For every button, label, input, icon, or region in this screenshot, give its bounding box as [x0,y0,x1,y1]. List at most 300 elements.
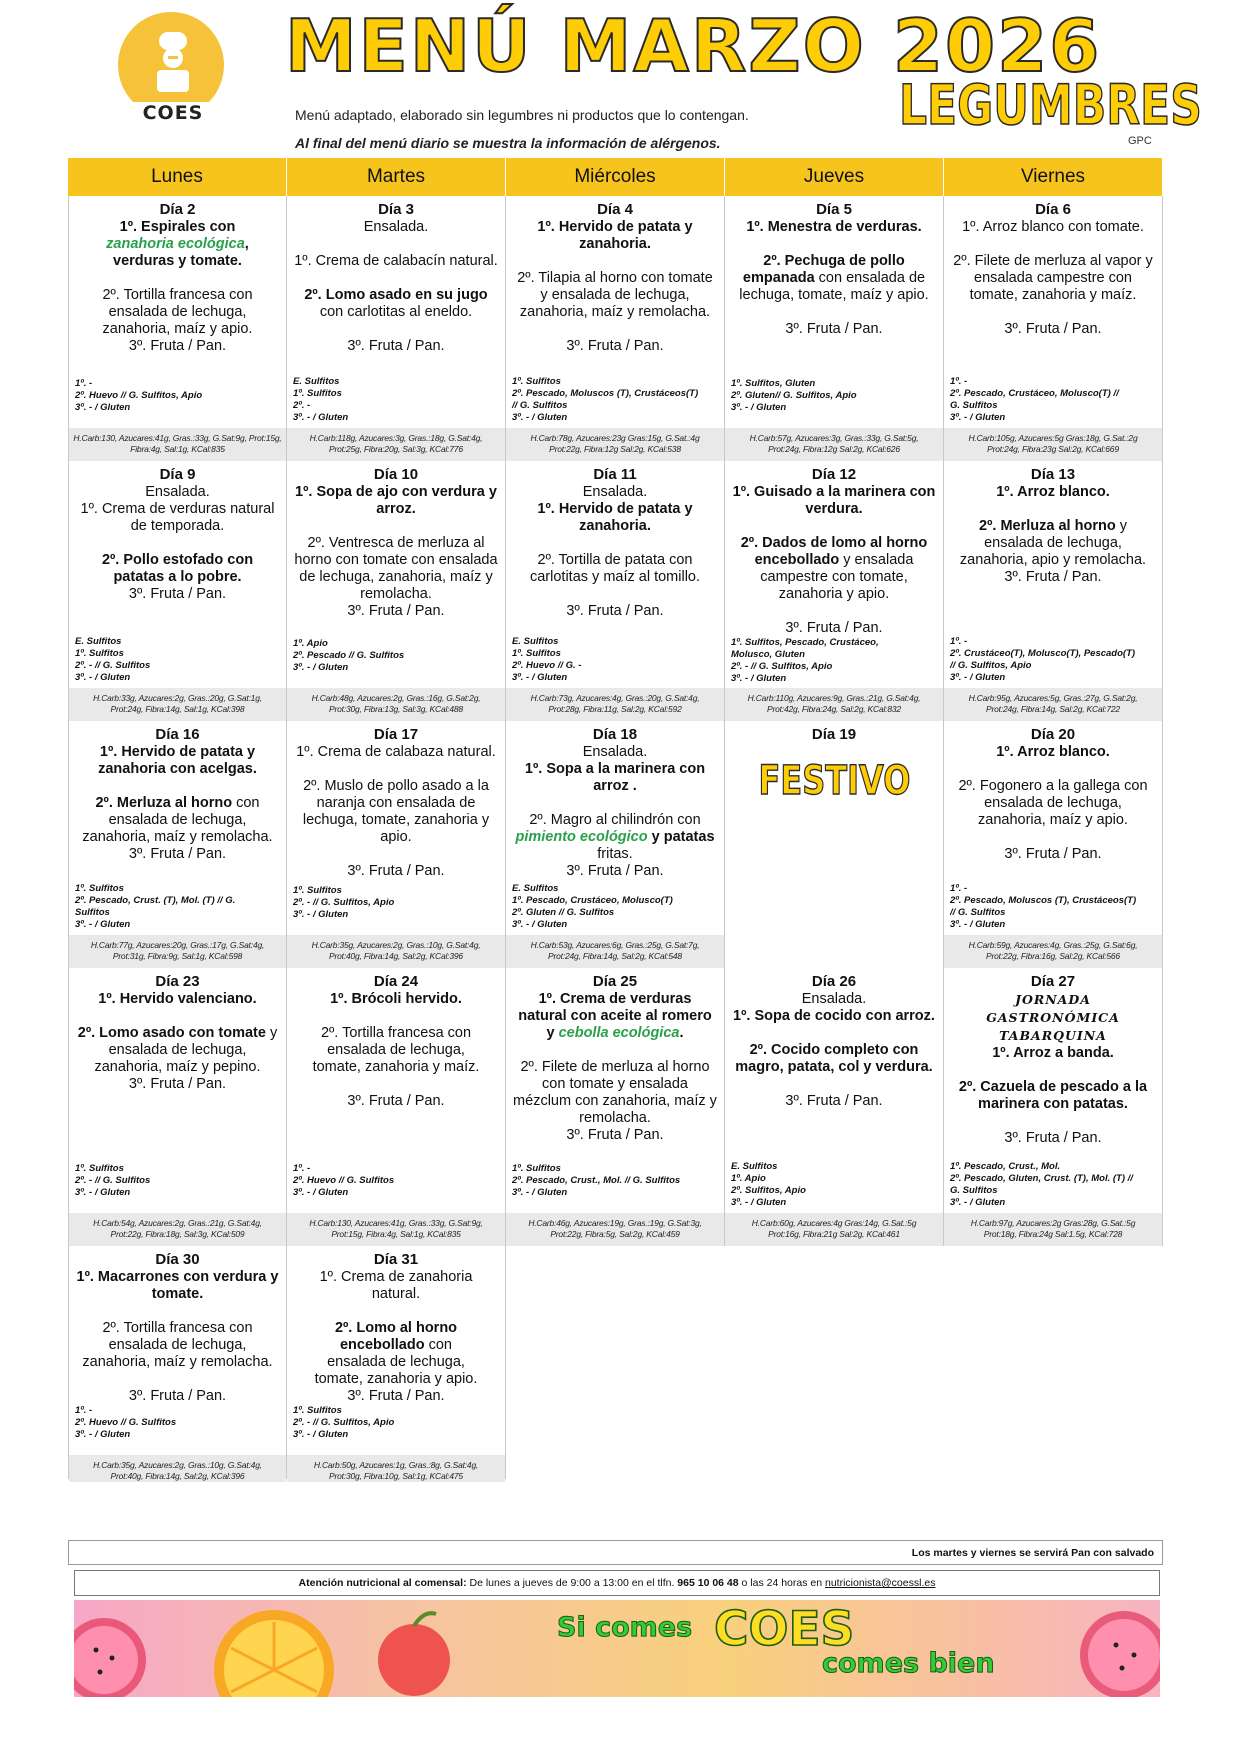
menu-line: 3º. Fruta / Pan. [566,603,664,619]
line-spacer [510,586,720,603]
menu-line: 3º. Fruta / Pan. [347,1093,445,1109]
day-cell [725,196,944,461]
allergen-line: 2º. - // G. Sulfitos, Apio [293,1417,395,1428]
allergen-line: 2º. Pescado, Moluscos (T), Crustáceos(T) [950,895,1137,906]
nutrition-info [725,428,943,461]
allergen-line: // G. Sulfitos, Apio [950,660,1032,671]
line-spacer [948,1113,1158,1130]
menu-line: 2º. Muslo de pollo asado a la [303,778,489,794]
allergen-line: 1º. Sulfitos [512,1163,561,1174]
menu-line: 1º. Crema de zanahoria [319,1269,473,1285]
menu-line: tomate, zanahoria y maíz. [969,287,1137,303]
allergen-info [944,636,1162,688]
menu-text: y patatas [647,829,715,845]
menu-line: Ensalada. [145,484,210,500]
line-spacer [948,1062,1158,1079]
day-cell [725,968,944,1246]
week-row [68,968,1163,1246]
nutrition-line: Prot:31g, Fibra:9g, Sal:1g, KCal:598 [112,951,243,961]
menu-line: con carlotitas al eneldo. [319,304,473,320]
menu-line: 3º. Fruta / Pan. [785,620,883,636]
day-menu [287,968,505,1163]
nutrition-info [69,1455,286,1482]
menu-line: 1º. Hervido de patata y [99,744,256,760]
menu-line: 1º. Menestra de verduras. [746,219,922,235]
menu-line [729,270,939,287]
day-cell [506,968,725,1246]
menu-line: 3º. Fruta / Pan. [347,1388,445,1404]
line-spacer [948,236,1158,253]
nutrition-line: Prot:24g, Fibra:14g, Sal:2g, KCal:548 [548,951,682,961]
day-label: Día 24 [373,973,419,990]
menu-line: zanahoria, maíz y remolacha. [82,1354,273,1370]
allergen-info [725,378,943,428]
dish-name: encebollado [754,552,840,568]
allergen-line: 3º. - / Gluten [950,919,1006,930]
allergen-info [506,1163,724,1213]
day-cell [287,1246,506,1479]
allergen-line: 3º. - / Gluten [512,1187,568,1198]
eco-ingredient: pimiento ecológico [515,829,648,845]
day-menu [287,461,505,638]
allergen-line: 1º. Apio [731,1173,766,1184]
nutrition-line: Prot:24g, Fibra:12g Sal:2g, KCal:626 [768,444,900,454]
day-cell [68,968,287,1246]
allergen-line: 1º. Sulfitos [293,1405,342,1416]
day-menu [69,461,286,636]
dish-name: 2º. Merluza al horno [979,518,1116,534]
menu-line: 1º. Crema de calabaza natural. [296,744,496,760]
nutrition-line: Prot:22g, Fibra:12g Sal:2g, KCal:538 [549,444,681,454]
day-menu [725,461,943,637]
allergen-line: 2º. Pescado, Gluten, Crust. (T), Mol. (T) // [950,1173,1133,1184]
menu-line: natural con aceite al romero [518,1008,712,1024]
allergen-line: G. Sulfitos [950,400,998,411]
allergen-line: E. Sulfitos [731,1161,778,1172]
dish-detail: con [232,795,260,811]
menu-line: lechuga, tomate, maíz y apio. [739,287,929,303]
menu-line: zanahoria, apio y remolacha. [959,552,1147,568]
allergen-line: 1º. Sulfitos [512,376,561,387]
allergen-line: 2º. Huevo // G. Sulfitos [75,1417,177,1428]
nutrition-line: Prot:15g, Fibra:4g, Sal:1g, KCal:835 [331,1229,461,1239]
allergen-info [506,376,724,428]
nutrition-info [69,688,286,721]
allergen-line: 1º. Sulfitos [293,388,342,399]
menu-line: apio. [380,829,412,845]
allergen-line: 2º. Huevo // G. Sulfitos, Apio [75,390,203,401]
day-menu [725,196,943,378]
allergen-line: 2º. Pescado, Crustáceo, Molusco(T) // [950,388,1119,399]
line-spacer [948,501,1158,518]
empty-day-cell [725,1246,944,1479]
allergen-info [944,883,1162,935]
banner-slogan-start: Si comes [557,1612,693,1643]
allergen-line: 2º. Huevo // G. - [512,660,582,671]
nutrition-line: H.Carb:57g, Azucares:3g, Gras.:33g, G.Sat:5g, [749,433,919,443]
special-event-title: TABARQUINA [999,1028,1107,1043]
banner-brand: COES [714,1602,855,1657]
page-header [0,0,1241,160]
bread-note: Los martes y viernes se servirá Pan con salvado [68,1540,1163,1565]
menu-line: marinera con patatas. [978,1096,1128,1112]
allergen-line: 2º. - // G. Sulfitos [75,660,151,671]
menu-line: magro, patata, col y verdura. [735,1059,933,1075]
nutrition-line: Prot:40g, Fibra:14g, Sal:2g, KCal:396 [110,1471,245,1481]
nutrition-info [69,1213,286,1246]
menu-line: 2º. Filete de merluza al horno [520,1059,710,1075]
menu-line: 2º. Dados de lomo al horno [740,535,928,551]
page-title: MENÚ MARZO 2026 [285,4,1102,88]
menu-line: 3º. Fruta / Pan. [566,1127,664,1143]
menu-line: ensalada de lechuga, [108,304,247,320]
allergen-line: 2º. - // G. Sulfitos [75,1175,151,1186]
dish-name: 2º. Lomo asado con tomate [77,1025,266,1041]
menu-text: y [546,1025,559,1041]
nutrition-info [506,688,724,721]
nutrition-line: H.Carb:130, Azucares:41g, Gras.:33g, G.Sat:9g, Prot:15g, [73,433,282,443]
allergen-line: 3º. - / Gluten [731,673,787,684]
allergen-info [287,885,505,935]
nutrition-info [69,428,286,461]
day-label: Día 19 [811,726,857,743]
day-cell [725,721,944,968]
nutrition-line: H.Carb:33g, Azucares:2g, Gras.:20g, G.Sat:1g, [93,693,262,703]
day-menu [506,461,724,636]
line-spacer [729,603,939,620]
menu-line: 2º. Tilapia al horno con tomate [517,270,713,286]
dish-name: empanada [742,270,815,286]
menu-line: zanahoria y apio. [778,586,890,602]
line-spacer [73,1303,282,1320]
menu-line: 2º. Pollo estofado con [101,552,254,568]
contact-email-link[interactable]: nutricionista@coessl.es [825,1577,936,1589]
line-spacer [291,761,501,778]
line-spacer [729,304,939,321]
allergen-line: 1º. Sulfitos, Pescado, Crustáceo, [731,637,879,648]
menu-code: GPC [1128,135,1152,147]
allergen-info [944,376,1162,428]
menu-line: arroz . [593,778,637,794]
dish-detail: y [1115,518,1127,534]
menu-line: 2º. Cocido completo con [749,1042,919,1058]
menu-line: 2º. Pechuga de pollo [763,253,905,269]
menu-line: remolacha. [579,1110,651,1126]
menu-line: fritas. [597,846,633,862]
menu-line: 1º. Guisado a la marinera con [732,484,936,500]
menu-line: 3º. Fruta / Pan. [128,586,227,602]
allergen-line: 3º. - / Gluten [293,1187,349,1198]
menu-line: ensalada de lechuga, [327,1354,465,1370]
day-menu [944,196,1162,376]
menu-line: 2º. Magro al chilindrón con [529,812,701,828]
menu-line: ensalada de lechuga, [984,535,1122,551]
day-label: Día 9 [159,466,196,483]
day-cell [287,196,506,461]
allergen-line: 3º. - / Gluten [75,672,131,683]
allergen-line: 2º. - [293,400,311,411]
day-label: Día 31 [373,1251,419,1268]
day-label: Día 13 [1030,466,1076,483]
allergen-line: 1º. Sulfitos [75,883,124,894]
allergen-info [725,1161,943,1213]
day-label: Día 18 [592,726,638,743]
day-menu [725,968,943,1161]
holiday-label: FESTIVO [758,758,911,804]
page-subtitle: LEGUMBRES [899,73,1202,137]
nutrition-info [287,688,505,721]
menu-line: 1º. Arroz blanco. [996,484,1110,500]
nutrition-info [944,428,1162,461]
special-event-title: JORNADA GASTRONÓMICA [986,992,1120,1025]
day-menu [69,196,286,378]
menu-line [73,795,282,812]
nutrition-line: H.Carb:77g, Azucares:20g, Gras.:17g, G.Sat:4g, [90,940,265,950]
allergen-line: 1º. Sulfitos [512,648,561,659]
nutrition-line: Prot:25g, Fibra:20g, Sal:3g, KCal:776 [329,444,463,454]
week-row [68,461,1163,721]
allergen-info [69,636,286,688]
line-spacer [510,795,720,812]
nutrition-line: H.Carb:73g, Azucares:4g, Gras.:20g, G.Sat:4g, [530,693,700,703]
weekday-viernes: Viernes [944,158,1163,196]
allergen-line: 2º. - // G. Sulfitos, Apio [293,897,395,908]
menu-text: , [244,236,249,252]
day-menu [287,721,505,885]
allergen-line: E. Sulfitos [512,883,559,894]
day-menu [69,1246,286,1405]
line-spacer [291,236,501,253]
nutrition-line: H.Carb:118g, Azucares:3g, Gras.:18g, G.Sat:4g, [309,433,483,443]
day-label: Día 23 [155,973,200,990]
day-label: Día 2 [159,201,196,218]
allergen-line: 2º. Sulfitos, Apio [731,1185,806,1196]
menu-line: 3º. Fruta / Pan. [566,338,664,354]
menu-line: 2º. Lomo al horno [334,1320,458,1336]
day-menu [506,721,724,883]
dish-name: 2º. Merluza al horno [95,795,233,811]
allergen-info [287,1405,505,1455]
allergen-line: 2º. Pescado, Moluscos (T), Crustáceos(T) [512,388,699,399]
allergen-line: 3º. - / Gluten [293,412,349,423]
menu-line: 3º. Fruta / Pan. [347,603,445,619]
menu-line: ensalada de lechuga, [108,1042,247,1058]
line-spacer [291,1303,501,1320]
menu-line: 3º. Fruta / Pan. [347,338,445,354]
nutrition-line: Prot:24g, Fibra:14g, Sal:1g, KCal:398 [110,704,245,714]
allergen-info [69,1163,286,1213]
menu-line: zanahoria. [579,236,651,252]
chef-figure-icon [151,30,195,94]
menu-line: verdura. [805,501,863,517]
coes-logo [118,12,228,122]
menu-line: ensalada de lechuga, [108,1337,247,1353]
week-row [68,721,1163,968]
allergen-line: 1º. Sulfitos [293,885,342,896]
allergen-line: // G. Sulfitos [950,907,1006,918]
nutrition-line: H.Carb:46g, Azucares:19g, Gras.:19g, G.Sat:3g, [528,1218,702,1228]
nutrition-line: Prot:24g, Fibra:14g, Sal:2g, KCal:722 [986,704,1120,714]
day-cell [68,196,287,461]
menu-line: natural. [371,1286,421,1302]
logo-text: COES [130,102,216,124]
menu-line: campestre con tomate, [760,569,908,585]
menu-line-eco [73,236,282,253]
day-cell [506,196,725,461]
nutrition-info [944,1213,1162,1246]
day-cell [944,461,1163,721]
nutrition-line: Prot:22g, Fibra:5g, Sal:2g, KCal:459 [550,1229,680,1239]
day-menu [506,968,724,1163]
day-label: Día 5 [816,201,852,218]
menu-line: zanahoria, maíz y apio. [978,812,1128,828]
menu-line: 3º. Fruta / Pan. [1004,321,1102,337]
line-spacer [291,1008,501,1025]
allergen-line: 1º. Pescado, Crustáceo, Molusco(T) [512,895,673,906]
dish-detail: con ensalada de [814,270,926,286]
allergen-line: 3º. - / Gluten [293,662,349,673]
menu-line: de lechuga, zanahoria, maíz y [299,569,493,585]
allergen-line: 3º. - / Gluten [950,672,1006,683]
dish-detail: y [265,1025,278,1041]
menu-line [291,1337,501,1354]
dish-detail: con [424,1337,453,1353]
day-label: Día 30 [155,1251,200,1268]
allergen-line: 2º. Gluten // G. Sulfitos [512,907,615,918]
allergen-line: 3º. - / Gluten [75,402,131,413]
menu-line: naranja con ensalada de [316,795,476,811]
empty-day-cell [944,1246,1163,1479]
menu-line: 1º. Arroz a banda. [992,1045,1114,1061]
weeks-container [68,196,1163,1479]
allergen-line: 3º. - / Gluten [75,1429,131,1440]
nutrition-info [506,1213,724,1246]
eco-ingredient: zanahoria ecológica [106,236,245,252]
allergen-line: 3º. - / Gluten [950,412,1006,423]
day-label: Día 17 [373,726,419,743]
nutrition-line: H.Carb:60g, Azucares:4g Gras:14g, G.Sat.:5g [751,1218,917,1228]
menu-line-eco [510,1025,720,1042]
menu-line: zanahoria. [579,518,651,534]
nutrition-line: H.Carb:50g, Azucares:1g, Gras.:8g, G.Sat:4g, [313,1460,479,1470]
line-spacer [291,270,501,287]
nutrition-info [725,688,943,721]
line-spacer [73,1008,282,1025]
menu-line: 2º. Tortilla francesa con [320,1025,472,1041]
nutrition-line: H.Carb:110g, Azucares:9g, Gras.:21g, G.Sat:4g, [747,693,921,704]
menu-line: 1º. Hervido de patata y [537,219,693,235]
menu-text: . [679,1025,684,1041]
nutrition-line: Prot:40g, Fibra:14g, Sal:2g, KCal:396 [329,951,463,961]
week-row [68,196,1163,461]
day-cell [506,721,725,968]
allergen-line: 1º. Apio [293,638,328,649]
menu-line: 3º. Fruta / Pan. [128,1388,227,1404]
menu-line: 1º. Arroz blanco. [996,744,1110,760]
nutrition-info [725,935,943,968]
nutrition-line: Prot:24g, Fibra:23g Sal:2g, KCal:669 [987,444,1119,454]
day-label: Día 6 [1035,201,1071,218]
allergen-line: 3º. - / Gluten [731,1197,787,1208]
menu-line: tomate. [151,1286,204,1302]
menu-line: ensalada de lechuga, [108,812,247,828]
menu-line: mézclum con zanahoria, maíz y [513,1093,717,1109]
line-spacer [291,846,501,863]
day-cell [68,461,287,721]
nutrition-line: H.Carb:130, Azucares:41g, Gras.:33g, G.Sat:9g, [309,1218,483,1228]
line-spacer [729,518,939,535]
allergen-line: 3º. - / Gluten [293,1429,349,1440]
allergen-line: 1º. Sulfitos, Gluten [731,378,816,389]
menu-line: zanahoria con acelgas. [98,761,257,777]
day-label: Día 4 [597,201,633,218]
nutrition-line: H.Carb:54g, Azucares:2g, Gras.:21g, G.Sat:4g, [93,1218,262,1228]
day-menu [287,196,505,376]
menu-line: 3º. Fruta / Pan. [1004,1130,1102,1146]
allergen-line: 3º. - / Gluten [75,919,131,930]
day-menu [69,968,286,1163]
day-cell [287,721,506,968]
nutrition-line: H.Carb:78g, Azucares:23g Gras:15g, G.Sat.:4g [530,433,700,443]
menu-line: 1º. Espirales con [119,219,236,235]
intro-text: Menú adaptado, elaborado sin legumbres ni productos que lo contengan. [295,107,749,123]
nutrition-line: Prot:22g, Fibra:18g, Sal:3g, KCal:509 [110,1229,245,1239]
nutrition-info [725,1213,943,1246]
allergen-line: 3º. - / Gluten [293,909,349,920]
allergen-line: 1º. - [950,883,968,894]
menu-line: 3º. Fruta / Pan. [1004,846,1102,862]
menu-line: tomate, zanahoria y apio. [314,1371,478,1387]
allergen-info [725,637,943,688]
nutrition-line: Prot:22g, Fibra:16g, Sal:2g, KCal:566 [986,951,1120,961]
nutrition-info [69,935,286,968]
menu-line: 1º. Brócoli hervido. [330,991,462,1007]
day-label: Día 27 [1030,973,1076,990]
day-label: Día 16 [155,726,200,743]
allergen-info [287,1163,505,1213]
day-menu [506,196,724,376]
nutrition-line: Prot:30g, Fibra:10g, Sal:1g, KCal:475 [329,1471,463,1481]
menu-line: ensalada de lechuga, [984,795,1122,811]
line-spacer [510,535,720,552]
day-cell [944,196,1163,461]
line-spacer [73,270,282,287]
menu-line: 1º. Crema de calabacín natural. [294,253,498,269]
allergen-info [506,883,724,935]
allergen-line: 3º. - / Gluten [512,919,568,930]
menu-line: 1º. Sopa de ajo con verdura y [295,484,497,500]
eco-ingredient: cebolla ecológica [558,1025,680,1041]
dish-name: encebollado [339,1337,425,1353]
line-spacer [510,321,720,338]
day-label: Día 26 [811,973,857,990]
menu-line: 1º. Sopa a la marinera con [524,761,706,777]
menu-line: zanahoria, maíz y apio. [102,321,253,337]
line-spacer [510,1042,720,1059]
menu-line: 1º. Hervido valenciano. [98,991,257,1007]
menu-line: Ensalada. [363,219,429,235]
menu-line: zanahoria, maíz y pepino. [94,1059,261,1075]
line-spacer [510,253,720,270]
nutrition-line: Prot:16g, Fibra:21g Sal:2g, KCal:461 [768,1229,900,1239]
menu-line: zanahoria, maíz y remolacha. [82,829,273,845]
menu-line: 3º. Fruta / Pan. [566,863,664,879]
allergen-line: 2º. Pescado, Crust., Mol. // G. Sulfitos [512,1175,681,1186]
allergen-line: G. Sulfitos [950,1185,998,1196]
menu-line: carlotitas y maíz al tomillo. [529,569,701,585]
weekday-jueves: Jueves [725,158,944,196]
weekday-lunes: Lunes [68,158,287,196]
